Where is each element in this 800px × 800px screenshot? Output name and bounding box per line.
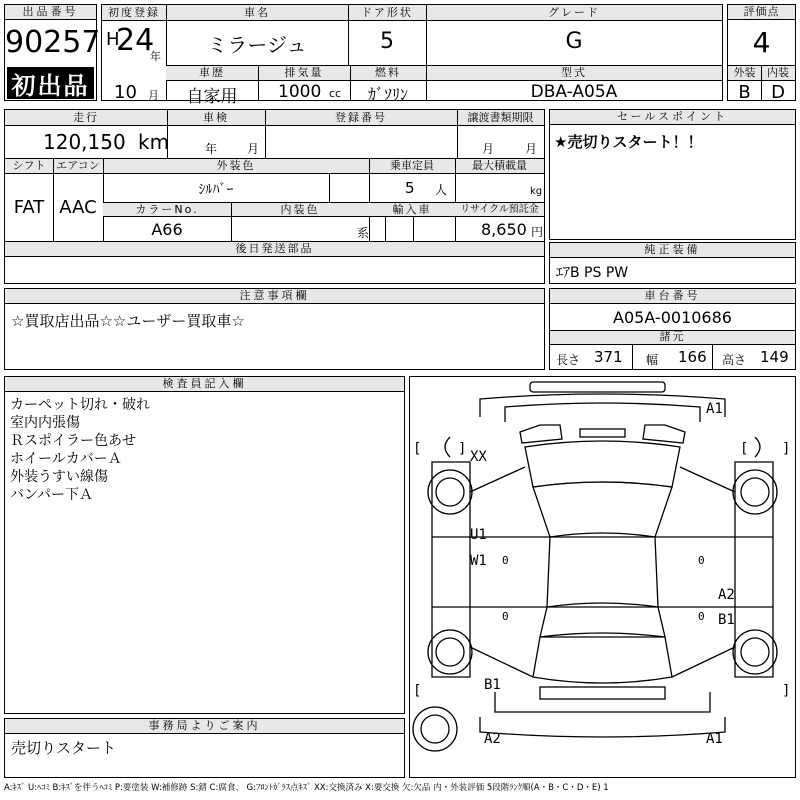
dims-label: 諸元: [659, 330, 686, 343]
mileage-label: 走行: [73, 111, 99, 124]
inspector-line: Ｒスポイラー色あせ: [10, 433, 136, 449]
sales-point-text: ★売切りスタート！！: [554, 133, 703, 151]
shift-value: FAT: [13, 197, 45, 218]
lot-number-label: 出品番号: [5, 5, 96, 20]
chassis-label: 車台番号: [550, 289, 795, 304]
plate-label: 登録番号: [335, 111, 387, 124]
first-reg-label: 初度登録: [108, 6, 160, 19]
sales-point-label: セールスポイント: [550, 110, 795, 125]
doors-label: ドア形状: [361, 6, 413, 19]
height-value: 149: [760, 348, 789, 366]
damage-mark-right-rear-a: A2: [718, 587, 735, 603]
aircon-label: エアコン: [56, 159, 100, 172]
zero-mark: 0: [698, 610, 705, 623]
right-bracket-close: ]: [782, 441, 791, 457]
inspector-line: 室内内張傷: [10, 415, 80, 431]
office-label: 事務局よりご案内: [5, 719, 404, 734]
damage-mark-rear-left: A2: [484, 731, 501, 747]
capacity-label: 乗車定員: [390, 159, 434, 172]
ext-color-label: 外装色: [216, 159, 256, 172]
inspector-line: カーペット切れ・破れ: [10, 397, 150, 413]
office-box: [4, 718, 405, 778]
displacement-label: 排気量: [284, 66, 324, 79]
left-bracket-open: [: [413, 441, 422, 457]
history-label: 車歴: [199, 66, 225, 79]
damage-mark-front-left-fender: XX: [470, 449, 487, 465]
zero-mark: 0: [502, 554, 509, 567]
notes-text: ☆買取店出品☆☆ユーザー買取車☆: [11, 312, 245, 330]
inspector-box: [4, 376, 405, 714]
reg-month: 10: [114, 82, 137, 103]
displacement-unit: cc: [329, 87, 342, 100]
lot-number: 90257: [5, 25, 101, 60]
details-table: [4, 109, 545, 284]
office-text: 売切りスタート: [11, 739, 117, 757]
model-label: 型式: [561, 66, 587, 79]
transfer-label: 譲渡書類期限: [467, 111, 534, 124]
reg-year-unit: 年: [150, 50, 161, 63]
grade-value: G: [565, 29, 583, 54]
history-value: 自家用: [186, 87, 238, 107]
damage-mark-front-right: A1: [706, 401, 723, 417]
damage-mark-left-door-u: U1: [470, 527, 487, 543]
vehicle-summary-table: [101, 4, 723, 107]
int-color-label: 内装色: [280, 203, 320, 216]
era-letter: H: [106, 29, 120, 50]
inspector-line: ホイールカバーＡ: [10, 451, 122, 467]
notes-label: 注意事項欄: [5, 289, 544, 304]
maxload-unit: kg: [530, 186, 543, 197]
exterior-grade: B: [738, 82, 751, 103]
interior-grade: D: [771, 82, 785, 103]
mileage-value: 120,150: [43, 130, 126, 154]
import-label: 輸入車: [392, 203, 432, 216]
inspection-label: 車検: [203, 111, 229, 124]
first-listing-badge: 初出品: [7, 67, 94, 99]
damage-diagram: [409, 376, 796, 778]
fuel-value: ｶﾞｿﾘﾝ: [367, 85, 408, 104]
width-label: 幅: [646, 353, 659, 367]
equipment-box: [549, 242, 796, 284]
left-bracket-close: ]: [458, 441, 467, 457]
car-name: ミラージュ: [207, 33, 307, 57]
damage-mark-rear-right: A1: [706, 731, 723, 747]
maxload-label: 最大積載量: [472, 159, 527, 172]
chassis-box: [549, 288, 796, 370]
right-rear-bracket-close: ]: [782, 683, 791, 699]
displacement-value: 1000: [278, 82, 322, 102]
notes-box: [4, 288, 545, 370]
mileage-unit: km: [138, 130, 170, 154]
length-value: 371: [594, 348, 623, 366]
interior-grade-label: 内装: [767, 66, 789, 79]
doors-value: 5: [380, 29, 394, 54]
model-code: DBA-A05A: [530, 82, 618, 102]
score-value: 4: [752, 26, 771, 59]
capacity-value: 5: [405, 179, 415, 197]
sales-point-box: [549, 109, 796, 240]
color-no-value: A66: [151, 220, 183, 239]
recycle-unit: 円: [531, 225, 544, 239]
left-rear-bracket-open: [: [413, 683, 422, 699]
shift-label: シフト: [12, 159, 46, 172]
exterior-grade-label: 外装: [733, 66, 756, 79]
zero-mark: 0: [502, 610, 509, 623]
transfer-month-unit: 月: [482, 142, 495, 156]
width-value: 166: [678, 348, 707, 366]
right-bracket-open: [: [740, 441, 749, 457]
inspection-month-unit: 月: [247, 142, 260, 156]
damage-mark-left-rear: B1: [484, 677, 501, 693]
damage-mark-left-door-w: W1: [470, 553, 487, 569]
score-label: 評価点: [728, 5, 795, 20]
car-name-label: 車名: [244, 6, 270, 19]
capacity-unit: 人: [435, 183, 448, 197]
inspector-line: 外装うすい線傷: [10, 469, 108, 485]
inspector-line: バンパー下Ａ: [10, 487, 94, 503]
aircon-value: AAC: [59, 197, 97, 218]
lot-number-box: [4, 4, 101, 101]
inspection-year-unit: 年: [205, 142, 218, 156]
reg-year: 24: [116, 23, 155, 58]
chassis-number: A05A-0010686: [613, 308, 732, 327]
ext-color-value: ｼﾙﾊﾞｰ: [198, 182, 234, 198]
int-color-unit: 系: [357, 226, 370, 240]
height-label: 高さ: [722, 353, 747, 367]
fuel-label: 燃料: [375, 66, 401, 79]
recycle-fee: 8,650: [481, 220, 527, 239]
score-box: [727, 4, 796, 101]
length-label: 長さ: [556, 353, 581, 367]
damage-mark-right-rear-b: B1: [718, 612, 735, 628]
color-no-label: カラーNo.: [135, 203, 199, 216]
transfer-day-unit: 月: [525, 142, 538, 156]
recycle-label: リサイクル預託金: [460, 204, 539, 215]
zero-mark: 0: [698, 554, 705, 567]
grade-label: グレード: [548, 6, 600, 19]
later-parts-label: 後日発送部品: [235, 242, 314, 255]
inspector-label: 検査員記入欄: [5, 377, 404, 392]
inspector-lines: [10, 396, 150, 504]
equipment-text: ｴｱB PS PW: [556, 265, 629, 281]
reg-month-unit: 月: [148, 89, 159, 102]
equipment-label: 純正装備: [550, 243, 795, 258]
car-outline-diagram: [410, 377, 795, 777]
legend-text: A:ｷｽﾞ U:ﾍｺﾐ B:ｷｽﾞを伴うﾍｺﾐ P:要塗装 W:補修跡 S:錆 C:腐食、 G:ﾌﾛﾝﾄｶﾞﾗｽ点ｷｽﾞ XX:交換済み X:要交換 欠:欠品 内・外装評価 5段階ﾗﾝｸ順(A・B・C・D・E) 1: [4, 783, 609, 793]
